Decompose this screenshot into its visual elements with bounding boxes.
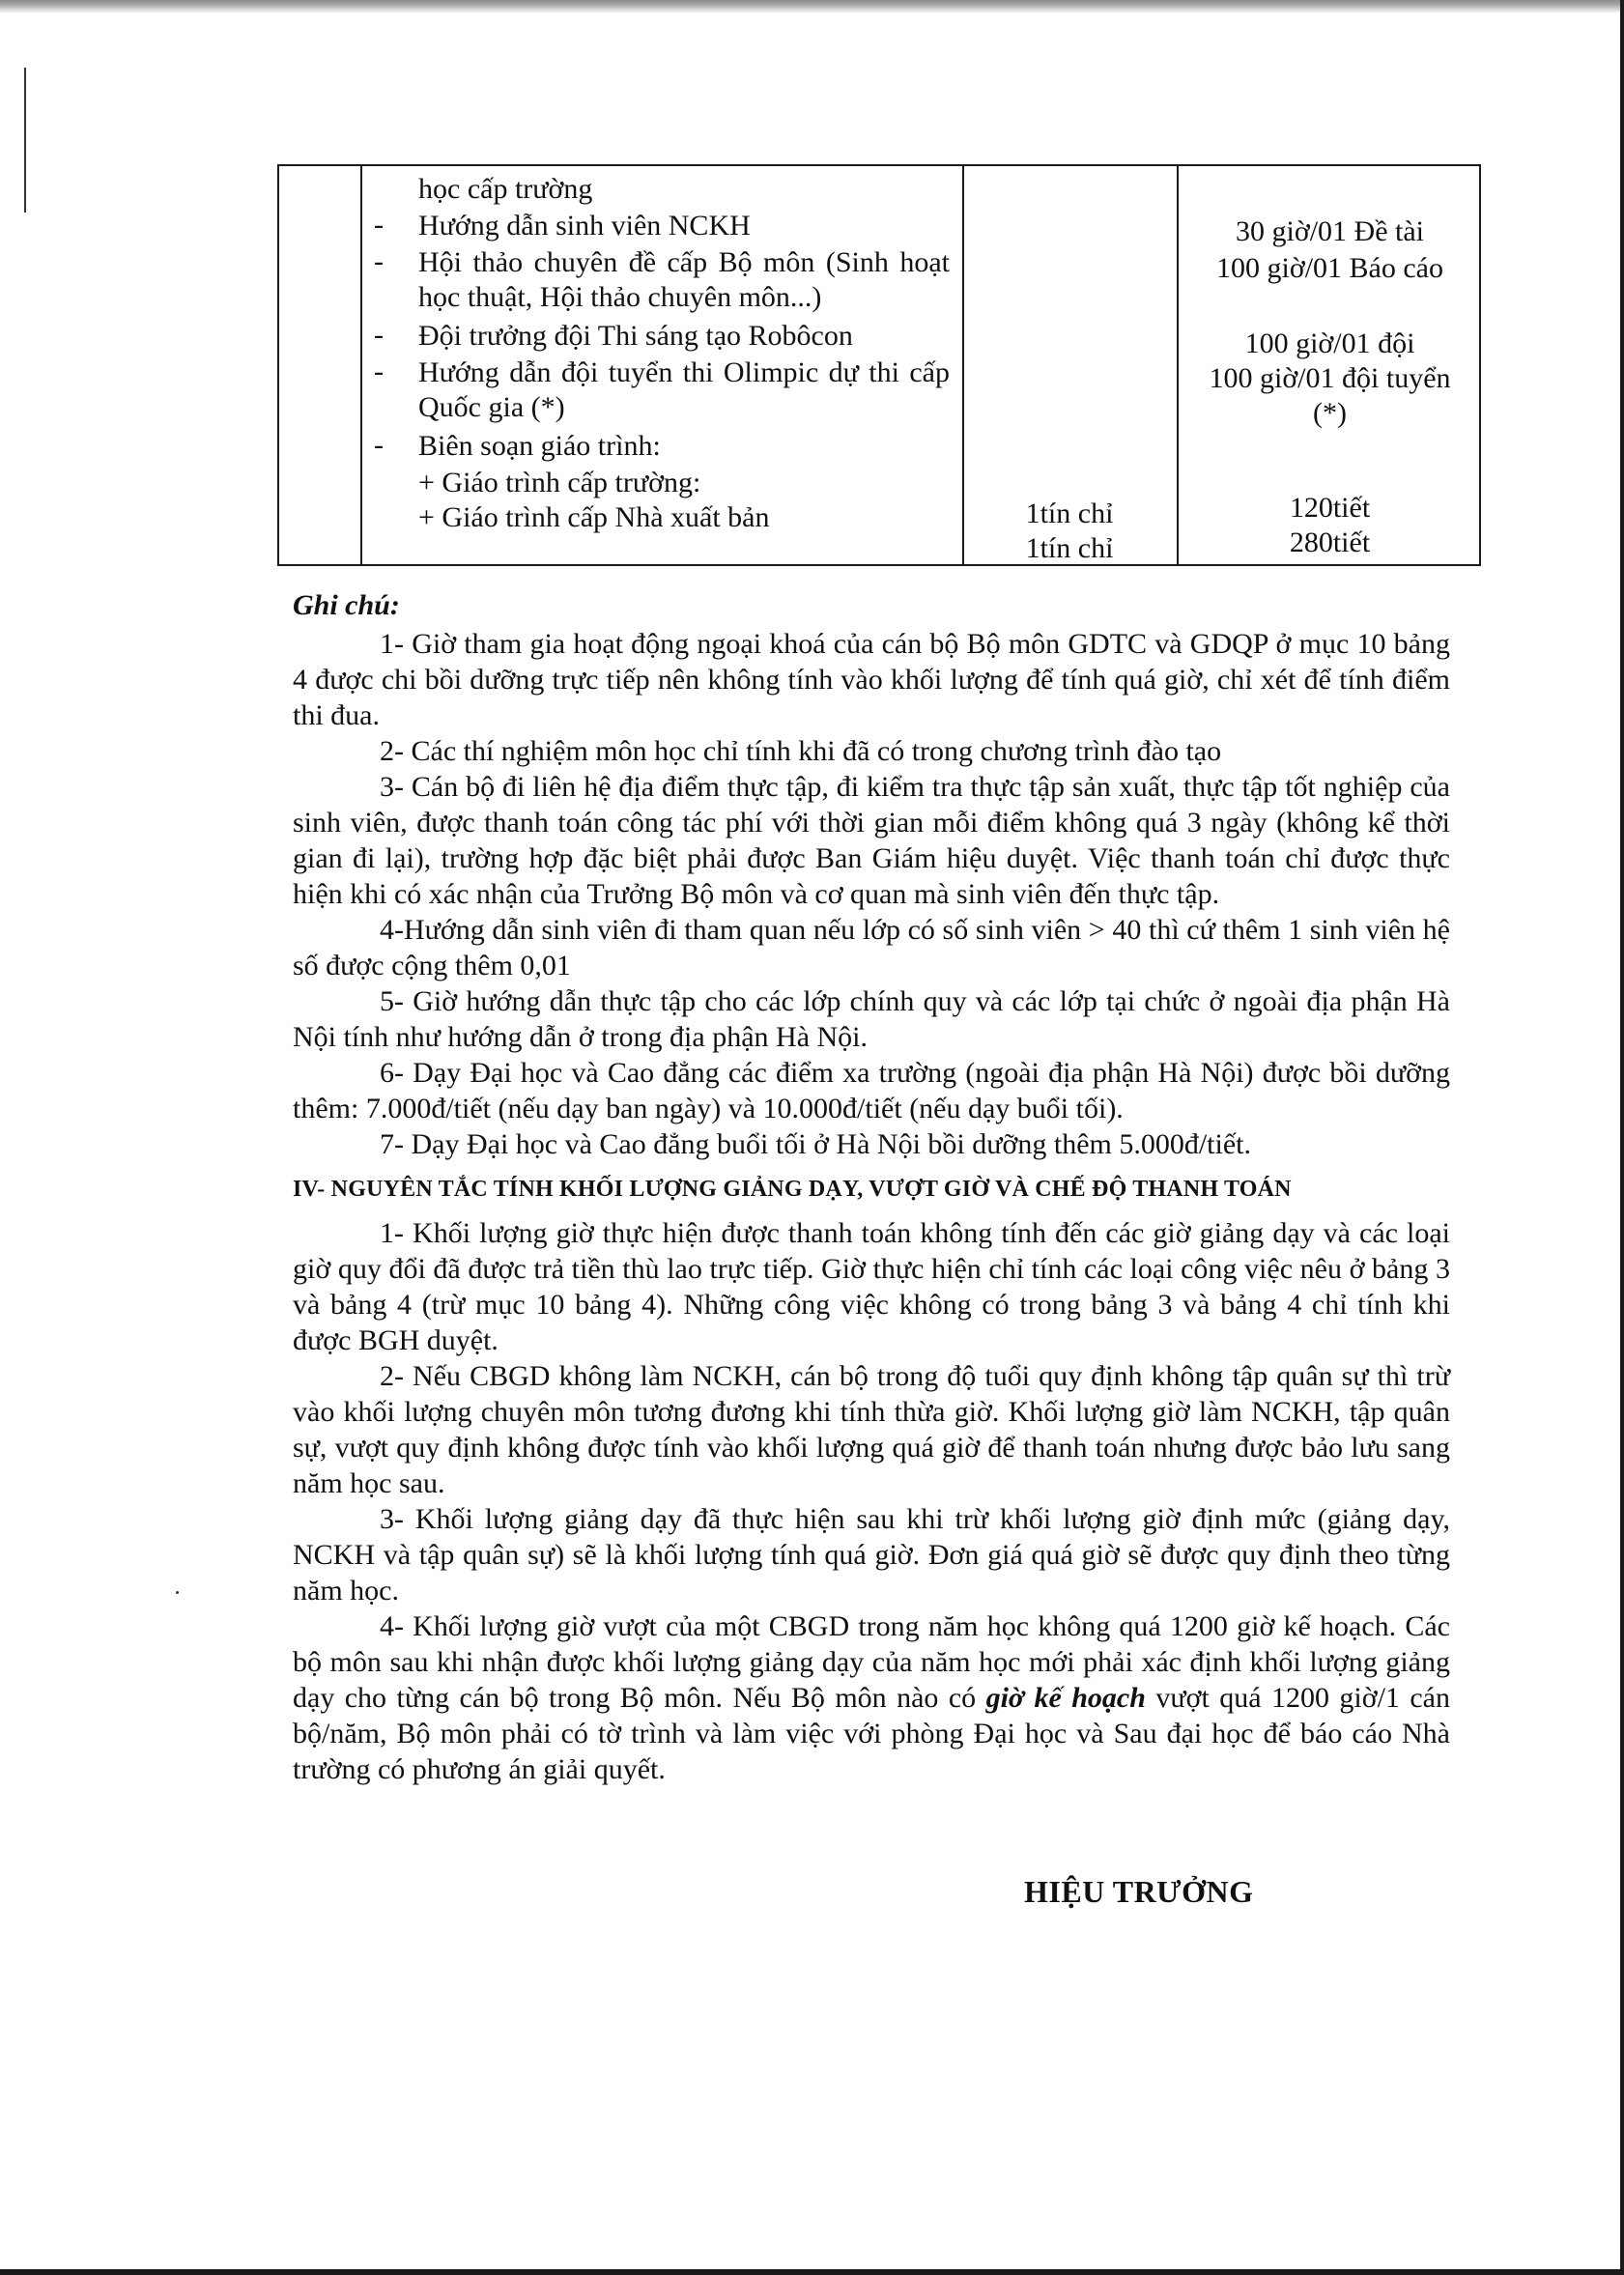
note-item: 1- Giờ tham gia hoạt động ngoại khoá của cán bộ Bộ môn GDTC và GDQP ở mục 10 bảng 4 được chi bồi dưỡng trực tiếp nên không tính vào khối lượng để tính quá giờ, chỉ xét để tính điểm thi đua. [293, 628, 1450, 731]
table-column-divider [360, 166, 362, 564]
scan-edge-top [0, 0, 1624, 14]
signature-title: HIỆU TRƯỞNG [1024, 1874, 1254, 1909]
scan-edge-bottom [0, 2269, 1624, 2275]
note-item: 3- Cán bộ đi liên hệ địa điểm thực tập, đi kiểm tra thực tập sản xuất, thực tập tốt nghiệp của sinh viên, được thanh toán công tác phí với thời gian mỗi điểm không quá 3 ngày (không kể thời gian đi lại), trường hợp đặc biệt phải được Ban Giám hiệu duyệt. Việc thanh toán chỉ được thực hiện khi có xác nhận của Trưởng Bộ môn và cơ quan mà sinh viên đến thực tập. [293, 771, 1450, 910]
scan-edge-right [1620, 0, 1624, 2275]
table-item: + Giáo trình cấp Nhà xuất bản [418, 501, 770, 533]
workload-table [277, 164, 1481, 566]
emphasis-text: giờ kế hoạch [985, 1682, 1146, 1714]
rule-item-4-text-end: vượt quá 1200 giờ/1 cán bộ/năm, Bộ môn phải có tờ trình và làm việc với phòng Đại học và Sau đại học để báo cáo Nhà trường có phương án giải quyết. [293, 1682, 1450, 1785]
notes-heading: Ghi chú: [293, 589, 400, 621]
note-item: 2- Các thí nghiệm môn học chỉ tính khi đã có trong chương trình đào tạo [380, 735, 1222, 767]
rule-item: 3- Khối lượng giảng dạy đã thực hiện sau khi trừ khối lượng giờ định mức (giảng dạy, NCKH và tập quân sự) sẽ là khối lượng tính quá giờ. Đơn giá quá giờ sẽ được quy định theo từng năm học. [293, 1503, 1450, 1607]
table-item-dash: - [374, 429, 384, 461]
table-item: học cấp trường [418, 173, 593, 205]
table-credit-cell: 1tín chỉ [1025, 498, 1114, 529]
rule-item-4 [293, 1608, 1450, 1787]
table-norm-cell: 100 giờ/01 Báo cáo [1216, 252, 1443, 284]
note-item: 5- Giờ hướng dẫn thực tập cho các lớp chính quy và các lớp tại chức ở ngoài địa phận Hà Nội tính như hướng dẫn ở trong địa phận Hà Nội. [293, 985, 1450, 1053]
table-item: Hướng dẫn đội tuyển thi Olimpic dự thi cấp Quốc gia (*) [418, 356, 950, 423]
table-norm-cell: 30 giờ/01 Đề tài [1236, 215, 1424, 247]
table-item-dash: - [374, 245, 384, 277]
notes-section [293, 587, 1450, 1787]
rule-item: 1- Khối lượng giờ thực hiện được thanh toán không tính đến các giờ giảng dạy và các loại giờ quy đổi đã được trả tiền thù lao trực tiếp. Giờ thực hiện chỉ tính các loại công việc nêu ở bảng 3 và bảng 4 (trừ mục 10 bảng 4). Những công việc không có trong bảng 3 và bảng 4 chỉ tính khi được BGH duyệt. [293, 1217, 1450, 1356]
scan-speck [176, 1591, 179, 1594]
table-item: Hướng dẫn sinh viên NCKH [418, 210, 751, 242]
note-item: 7- Dạy Đại học và Cao đẳng buổi tối ở Hà Nội bồi dưỡng thêm 5.000đ/tiết. [380, 1128, 1252, 1160]
table-item-dash: - [374, 319, 384, 351]
table-item-dash: - [374, 209, 384, 241]
table-norm-cell: 120tiết [1289, 492, 1371, 524]
table-norm-cell: 100 giờ/01 đội [1244, 327, 1415, 359]
section-heading: IV- NGUYÊN TẮC TÍNH KHỐI LƯỢNG GIẢNG DẠY, VƯỢT GIỜ VÀ CHẾ ĐỘ THANH TOÁN [293, 1177, 1292, 1202]
note-item: 6- Dạy Đại học và Cao đẳng các điểm xa trường (ngoài địa phận Hà Nội) được bồi dưỡng thêm: 7.000đ/tiết (nếu dạy ban ngày) và 10.000đ/tiết (nếu dạy buổi tối). [293, 1057, 1450, 1124]
table-norm-cell: 280tiết [1289, 526, 1371, 558]
table-item: Đội trưởng đội Thi sáng tạo Robôcon [418, 320, 853, 352]
table-item: Hội thảo chuyên đề cấp Bộ môn (Sinh hoạt học thuật, Hội thảo chuyên môn...) [418, 246, 950, 313]
scan-edge-left [24, 68, 26, 213]
note-item: 4-Hướng dẫn sinh viên đi tham quan nếu lớp có số sinh viên > 40 thì cứ thêm 1 sinh viên hệ số được cộng thêm 0,01 [293, 914, 1450, 981]
table-credit-cell: 1tín chỉ [1025, 532, 1114, 564]
rule-item: 2- Nếu CBGD không làm NCKH, cán bộ trong độ tuổi quy định không tập quân sự thì trừ vào khối lượng chuyên môn tương đương khi tính thừa giờ. Khối lượng giờ làm NCKH, tập quân sự, vượt quy định không được tính vào khối lượng quá giờ để thanh toán nhưng được bảo lưu sang năm học sau. [293, 1360, 1450, 1499]
table-norm-cell: (*) [1313, 397, 1347, 429]
table-item-dash: - [374, 355, 384, 387]
table-norm-cell: 100 giờ/01 đội tuyển [1209, 362, 1451, 394]
table-item: Biên soạn giáo trình: [418, 430, 661, 462]
table-item: + Giáo trình cấp trường: [418, 467, 701, 498]
rule-item-4-text: 4- Khối lượng giờ vượt của một CBGD trong năm học không quá 1200 giờ kế hoạch. Các bộ môn sau khi nhận được khối lượng giảng dạy của năm học mới phải xác định khối lượng giảng dạy cho từng cán bộ trong Bộ môn. Nếu Bộ môn nào có [293, 1610, 1450, 1714]
